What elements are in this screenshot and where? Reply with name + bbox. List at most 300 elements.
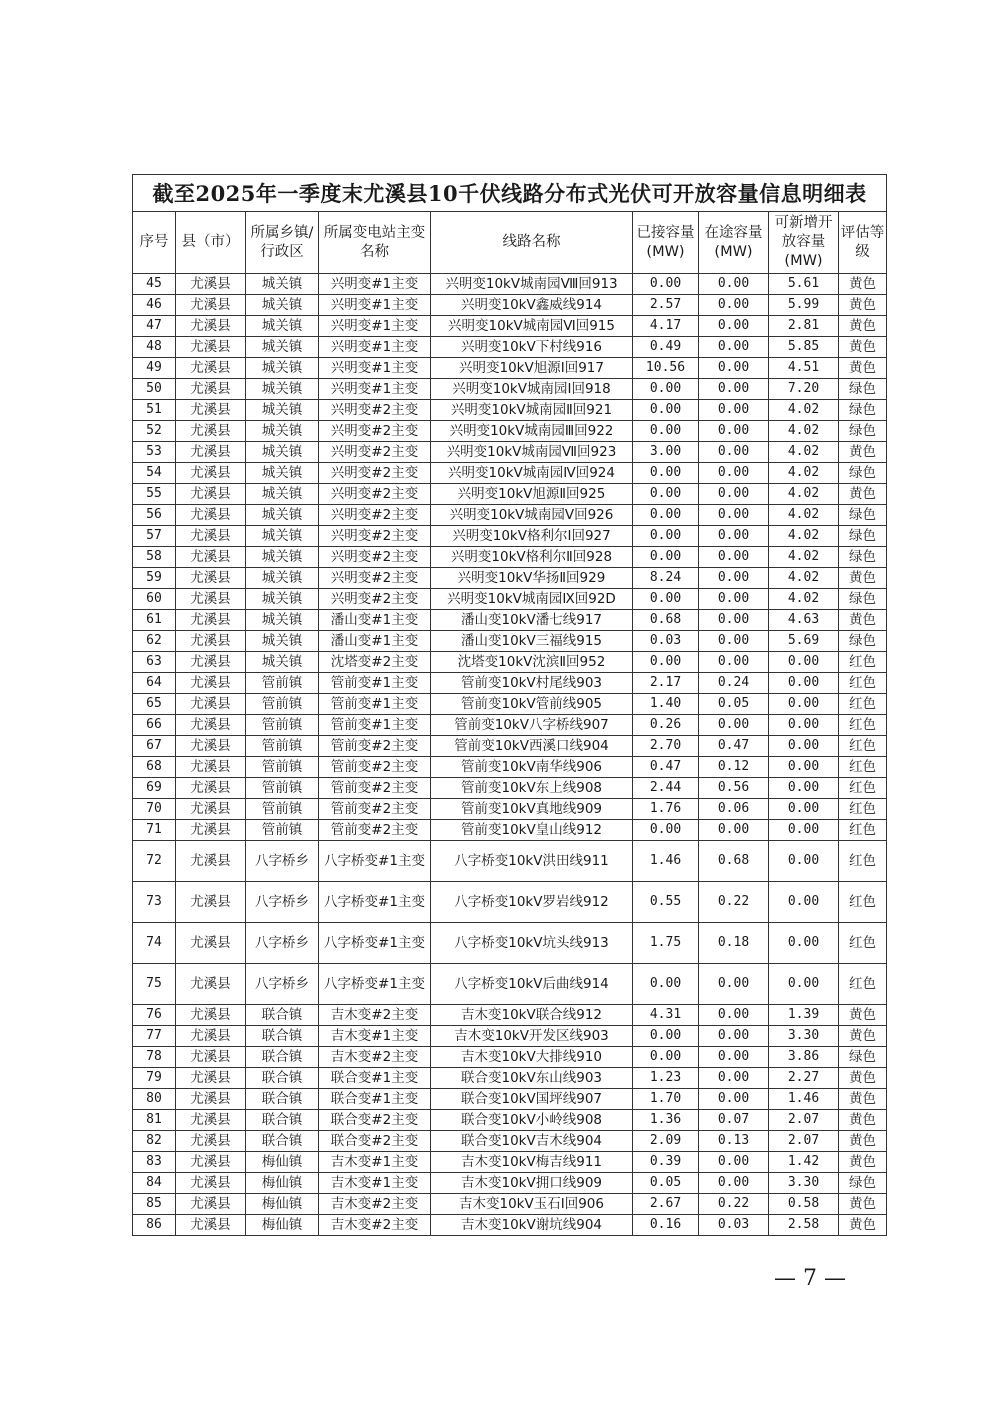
cell-index: 72 xyxy=(133,841,176,882)
table-row xyxy=(133,1131,887,1152)
cell-line-name: 管前变10kV皇山线912 xyxy=(431,820,633,841)
cell-rating: 红色 xyxy=(839,736,887,757)
table-row xyxy=(133,400,887,421)
cell-rating: 绿色 xyxy=(839,547,887,568)
table-row xyxy=(133,484,887,505)
cell-open-capacity: 0.00 xyxy=(769,757,839,778)
cell-line-name: 八字桥变10kV后曲线914 xyxy=(431,964,633,1005)
cell-rating: 红色 xyxy=(839,778,887,799)
cell-index: 84 xyxy=(133,1173,176,1194)
cell-transformer: 管前变#2主变 xyxy=(319,736,431,757)
cell-county: 尤溪县 xyxy=(176,484,246,505)
cell-open-capacity: 0.00 xyxy=(769,841,839,882)
cell-open-capacity: 0.00 xyxy=(769,923,839,964)
cell-connected-capacity: 0.55 xyxy=(633,882,699,923)
table-title: 截至2025年一季度末尤溪县10千伏线路分布式光伏可开放容量信息明细表 xyxy=(133,175,887,212)
cell-transformer: 联合变#2主变 xyxy=(319,1110,431,1131)
cell-township: 八字桥乡 xyxy=(246,923,319,964)
cell-rating: 黄色 xyxy=(839,1026,887,1047)
cell-transformer: 兴明变#2主变 xyxy=(319,484,431,505)
cell-line-name: 潘山变10kV潘七线917 xyxy=(431,610,633,631)
cell-index: 58 xyxy=(133,547,176,568)
cell-transformer: 管前变#1主变 xyxy=(319,715,431,736)
cell-pending-capacity: 0.00 xyxy=(699,1005,769,1026)
cell-open-capacity: 0.00 xyxy=(769,799,839,820)
table-row xyxy=(133,379,887,400)
cell-transformer: 联合变#2主变 xyxy=(319,1131,431,1152)
cell-connected-capacity: 0.47 xyxy=(633,757,699,778)
cell-rating: 黄色 xyxy=(839,610,887,631)
cell-rating: 绿色 xyxy=(839,1047,887,1068)
cell-transformer: 潘山变#1主变 xyxy=(319,631,431,652)
cell-open-capacity: 4.63 xyxy=(769,610,839,631)
cell-county: 尤溪县 xyxy=(176,526,246,547)
cell-township: 八字桥乡 xyxy=(246,964,319,1005)
cell-index: 83 xyxy=(133,1152,176,1173)
cell-rating: 绿色 xyxy=(839,421,887,442)
cell-index: 69 xyxy=(133,778,176,799)
cell-transformer: 联合变#1主变 xyxy=(319,1068,431,1089)
table-row xyxy=(133,1173,887,1194)
cell-transformer: 兴明变#1主变 xyxy=(319,316,431,337)
cell-pending-capacity: 0.00 xyxy=(699,505,769,526)
cell-index: 51 xyxy=(133,400,176,421)
cell-pending-capacity: 0.00 xyxy=(699,484,769,505)
cell-rating: 绿色 xyxy=(839,589,887,610)
cell-county: 尤溪县 xyxy=(176,1026,246,1047)
cell-open-capacity: 5.69 xyxy=(769,631,839,652)
cell-line-name: 管前变10kV南华线906 xyxy=(431,757,633,778)
cell-index: 74 xyxy=(133,923,176,964)
cell-rating: 红色 xyxy=(839,923,887,964)
cell-index: 46 xyxy=(133,295,176,316)
cell-rating: 绿色 xyxy=(839,1173,887,1194)
cell-index: 75 xyxy=(133,964,176,1005)
cell-rating: 红色 xyxy=(839,882,887,923)
cell-pending-capacity: 0.00 xyxy=(699,379,769,400)
table-row xyxy=(133,1110,887,1131)
cell-line-name: 兴明变10kV城南园Ⅸ回92D xyxy=(431,589,633,610)
cell-county: 尤溪县 xyxy=(176,568,246,589)
cell-county: 尤溪县 xyxy=(176,964,246,1005)
table-row xyxy=(133,316,887,337)
cell-open-capacity: 3.86 xyxy=(769,1047,839,1068)
cell-transformer: 兴明变#1主变 xyxy=(319,274,431,295)
cell-open-capacity: 4.02 xyxy=(769,547,839,568)
cell-county: 尤溪县 xyxy=(176,799,246,820)
cell-line-name: 兴明变10kV旭源Ⅱ回925 xyxy=(431,484,633,505)
cell-open-capacity: 4.02 xyxy=(769,463,839,484)
cell-open-capacity: 4.02 xyxy=(769,589,839,610)
cell-pending-capacity: 0.00 xyxy=(699,589,769,610)
table-row xyxy=(133,1047,887,1068)
table-row xyxy=(133,820,887,841)
cell-pending-capacity: 0.22 xyxy=(699,1194,769,1215)
cell-transformer: 八字桥变#1主变 xyxy=(319,923,431,964)
cell-county: 尤溪县 xyxy=(176,274,246,295)
cell-index: 63 xyxy=(133,652,176,673)
cell-connected-capacity: 2.57 xyxy=(633,295,699,316)
cell-index: 70 xyxy=(133,799,176,820)
header-cell: 在途容量(MW) xyxy=(699,212,769,274)
cell-pending-capacity: 0.00 xyxy=(699,1173,769,1194)
table-row xyxy=(133,295,887,316)
table-row xyxy=(133,694,887,715)
cell-county: 尤溪县 xyxy=(176,1173,246,1194)
cell-open-capacity: 0.00 xyxy=(769,882,839,923)
table-row xyxy=(133,778,887,799)
cell-transformer: 八字桥变#1主变 xyxy=(319,841,431,882)
cell-rating: 绿色 xyxy=(839,463,887,484)
cell-line-name: 吉木变10kV谢坑线904 xyxy=(431,1215,633,1236)
cell-line-name: 兴明变10kV城南园Ⅳ回924 xyxy=(431,463,633,484)
cell-connected-capacity: 10.56 xyxy=(633,358,699,379)
cell-transformer: 沈塔变#2主变 xyxy=(319,652,431,673)
cell-line-name: 八字桥变10kV坑头线913 xyxy=(431,923,633,964)
cell-township: 城关镇 xyxy=(246,484,319,505)
header-cell: 已接容量(MW) xyxy=(633,212,699,274)
cell-township: 联合镇 xyxy=(246,1110,319,1131)
cell-transformer: 兴明变#2主变 xyxy=(319,442,431,463)
table-row xyxy=(133,442,887,463)
cell-county: 尤溪县 xyxy=(176,1005,246,1026)
cell-pending-capacity: 0.47 xyxy=(699,736,769,757)
cell-index: 77 xyxy=(133,1026,176,1047)
cell-county: 尤溪县 xyxy=(176,1110,246,1131)
cell-pending-capacity: 0.05 xyxy=(699,694,769,715)
cell-county: 尤溪县 xyxy=(176,652,246,673)
cell-township: 城关镇 xyxy=(246,589,319,610)
table-row xyxy=(133,631,887,652)
cell-rating: 黄色 xyxy=(839,1110,887,1131)
cell-open-capacity: 0.00 xyxy=(769,652,839,673)
cell-open-capacity: 4.02 xyxy=(769,484,839,505)
cell-index: 76 xyxy=(133,1005,176,1026)
cell-index: 60 xyxy=(133,589,176,610)
cell-pending-capacity: 0.22 xyxy=(699,882,769,923)
cell-open-capacity: 4.02 xyxy=(769,442,839,463)
cell-connected-capacity: 0.16 xyxy=(633,1215,699,1236)
cell-county: 尤溪县 xyxy=(176,715,246,736)
cell-open-capacity: 3.30 xyxy=(769,1173,839,1194)
cell-township: 管前镇 xyxy=(246,778,319,799)
table-row xyxy=(133,964,887,1005)
cell-township: 城关镇 xyxy=(246,316,319,337)
cell-open-capacity: 4.02 xyxy=(769,400,839,421)
cell-pending-capacity: 0.00 xyxy=(699,964,769,1005)
cell-pending-capacity: 0.00 xyxy=(699,442,769,463)
cell-pending-capacity: 0.00 xyxy=(699,610,769,631)
cell-connected-capacity: 4.17 xyxy=(633,316,699,337)
cell-connected-capacity: 1.70 xyxy=(633,1089,699,1110)
cell-connected-capacity: 1.40 xyxy=(633,694,699,715)
cell-township: 城关镇 xyxy=(246,526,319,547)
cell-line-name: 八字桥变10kV罗岩线912 xyxy=(431,882,633,923)
cell-rating: 黄色 xyxy=(839,1089,887,1110)
cell-line-name: 吉木变10kV玉石Ⅰ回906 xyxy=(431,1194,633,1215)
header-cell: 县（市） xyxy=(176,212,246,274)
cell-rating: 黄色 xyxy=(839,337,887,358)
cell-township: 城关镇 xyxy=(246,358,319,379)
cell-index: 49 xyxy=(133,358,176,379)
cell-open-capacity: 0.00 xyxy=(769,778,839,799)
cell-transformer: 兴明变#2主变 xyxy=(319,505,431,526)
cell-transformer: 兴明变#2主变 xyxy=(319,421,431,442)
cell-open-capacity: 4.02 xyxy=(769,526,839,547)
cell-index: 68 xyxy=(133,757,176,778)
cell-rating: 黄色 xyxy=(839,1152,887,1173)
cell-transformer: 兴明变#2主变 xyxy=(319,526,431,547)
cell-county: 尤溪县 xyxy=(176,463,246,484)
cell-open-capacity: 0.58 xyxy=(769,1194,839,1215)
cell-township: 梅仙镇 xyxy=(246,1173,319,1194)
cell-index: 64 xyxy=(133,673,176,694)
cell-connected-capacity: 2.44 xyxy=(633,778,699,799)
header-row xyxy=(133,212,887,274)
cell-open-capacity: 0.00 xyxy=(769,694,839,715)
table-row xyxy=(133,882,887,923)
table-row xyxy=(133,547,887,568)
cell-township: 联合镇 xyxy=(246,1089,319,1110)
cell-open-capacity: 2.07 xyxy=(769,1110,839,1131)
cell-county: 尤溪县 xyxy=(176,589,246,610)
cell-open-capacity: 0.00 xyxy=(769,820,839,841)
cell-line-name: 兴明变10kV鑫威线914 xyxy=(431,295,633,316)
cell-line-name: 兴明变10kV城南园Ⅶ回923 xyxy=(431,442,633,463)
cell-pending-capacity: 0.00 xyxy=(699,652,769,673)
cell-line-name: 吉木变10kV拥口线909 xyxy=(431,1173,633,1194)
cell-rating: 黄色 xyxy=(839,568,887,589)
cell-rating: 绿色 xyxy=(839,379,887,400)
cell-county: 尤溪县 xyxy=(176,547,246,568)
cell-connected-capacity: 0.00 xyxy=(633,1047,699,1068)
cell-transformer: 八字桥变#1主变 xyxy=(319,882,431,923)
cell-connected-capacity: 0.00 xyxy=(633,463,699,484)
cell-index: 79 xyxy=(133,1068,176,1089)
cell-open-capacity: 4.02 xyxy=(769,568,839,589)
cell-open-capacity: 5.85 xyxy=(769,337,839,358)
cell-connected-capacity: 4.31 xyxy=(633,1005,699,1026)
cell-line-name: 兴明变10kV城南园Ⅷ回913 xyxy=(431,274,633,295)
cell-rating: 红色 xyxy=(839,757,887,778)
cell-county: 尤溪县 xyxy=(176,505,246,526)
cell-township: 城关镇 xyxy=(246,505,319,526)
table-row xyxy=(133,610,887,631)
cell-pending-capacity: 0.00 xyxy=(699,400,769,421)
cell-pending-capacity: 0.00 xyxy=(699,295,769,316)
cell-pending-capacity: 0.13 xyxy=(699,1131,769,1152)
cell-index: 66 xyxy=(133,715,176,736)
cell-open-capacity: 4.51 xyxy=(769,358,839,379)
cell-line-name: 潘山变10kV三福线915 xyxy=(431,631,633,652)
cell-pending-capacity: 0.00 xyxy=(699,358,769,379)
cell-connected-capacity: 0.68 xyxy=(633,610,699,631)
cell-line-name: 兴明变10kV城南园Ⅴ回926 xyxy=(431,505,633,526)
cell-township: 城关镇 xyxy=(246,547,319,568)
cell-rating: 红色 xyxy=(839,673,887,694)
cell-transformer: 兴明变#2主变 xyxy=(319,400,431,421)
cell-pending-capacity: 0.18 xyxy=(699,923,769,964)
cell-rating: 黄色 xyxy=(839,1215,887,1236)
cell-transformer: 兴明变#1主变 xyxy=(319,295,431,316)
cell-rating: 黄色 xyxy=(839,1005,887,1026)
cell-township: 梅仙镇 xyxy=(246,1215,319,1236)
cell-transformer: 兴明变#1主变 xyxy=(319,337,431,358)
cell-township: 联合镇 xyxy=(246,1068,319,1089)
cell-township: 城关镇 xyxy=(246,337,319,358)
cell-index: 56 xyxy=(133,505,176,526)
cell-transformer: 管前变#1主变 xyxy=(319,694,431,715)
cell-connected-capacity: 0.00 xyxy=(633,379,699,400)
table-row xyxy=(133,923,887,964)
cell-rating: 绿色 xyxy=(839,526,887,547)
cell-rating: 红色 xyxy=(839,841,887,882)
cell-county: 尤溪县 xyxy=(176,421,246,442)
cell-rating: 黄色 xyxy=(839,442,887,463)
cell-line-name: 沈塔变10kV沈滨Ⅱ回952 xyxy=(431,652,633,673)
cell-pending-capacity: 0.68 xyxy=(699,841,769,882)
cell-township: 城关镇 xyxy=(246,568,319,589)
cell-county: 尤溪县 xyxy=(176,400,246,421)
cell-county: 尤溪县 xyxy=(176,1194,246,1215)
cell-township: 梅仙镇 xyxy=(246,1152,319,1173)
cell-transformer: 吉木变#2主变 xyxy=(319,1047,431,1068)
cell-open-capacity: 2.07 xyxy=(769,1131,839,1152)
cell-connected-capacity: 1.75 xyxy=(633,923,699,964)
cell-county: 尤溪县 xyxy=(176,442,246,463)
cell-line-name: 兴明变10kV城南园Ⅱ回921 xyxy=(431,400,633,421)
cell-township: 城关镇 xyxy=(246,463,319,484)
cell-township: 八字桥乡 xyxy=(246,841,319,882)
cell-index: 61 xyxy=(133,610,176,631)
cell-county: 尤溪县 xyxy=(176,1089,246,1110)
cell-rating: 黄色 xyxy=(839,1068,887,1089)
cell-index: 52 xyxy=(133,421,176,442)
cell-township: 八字桥乡 xyxy=(246,882,319,923)
cell-county: 尤溪县 xyxy=(176,631,246,652)
cell-township: 管前镇 xyxy=(246,673,319,694)
cell-pending-capacity: 0.00 xyxy=(699,1089,769,1110)
table-row xyxy=(133,505,887,526)
cell-open-capacity: 2.27 xyxy=(769,1068,839,1089)
table-row xyxy=(133,1152,887,1173)
cell-township: 城关镇 xyxy=(246,652,319,673)
cell-line-name: 兴明变10kV下村线916 xyxy=(431,337,633,358)
cell-pending-capacity: 0.00 xyxy=(699,631,769,652)
cell-county: 尤溪县 xyxy=(176,841,246,882)
cell-connected-capacity: 2.17 xyxy=(633,673,699,694)
table-row xyxy=(133,358,887,379)
cell-township: 管前镇 xyxy=(246,694,319,715)
cell-transformer: 兴明变#2主变 xyxy=(319,547,431,568)
cell-line-name: 兴明变10kV城南园Ⅲ回922 xyxy=(431,421,633,442)
cell-pending-capacity: 0.00 xyxy=(699,316,769,337)
cell-line-name: 联合变10kV小岭线908 xyxy=(431,1110,633,1131)
table-row xyxy=(133,1089,887,1110)
cell-index: 65 xyxy=(133,694,176,715)
cell-county: 尤溪县 xyxy=(176,673,246,694)
cell-transformer: 吉木变#1主变 xyxy=(319,1152,431,1173)
cell-transformer: 管前变#2主变 xyxy=(319,799,431,820)
cell-index: 59 xyxy=(133,568,176,589)
cell-township: 联合镇 xyxy=(246,1047,319,1068)
cell-line-name: 管前变10kV八字桥线907 xyxy=(431,715,633,736)
table-body xyxy=(133,274,887,1236)
table-row xyxy=(133,421,887,442)
table-row xyxy=(133,589,887,610)
cell-rating: 黄色 xyxy=(839,358,887,379)
cell-index: 73 xyxy=(133,882,176,923)
table-row xyxy=(133,1194,887,1215)
cell-township: 管前镇 xyxy=(246,820,319,841)
table-row xyxy=(133,715,887,736)
cell-connected-capacity: 0.00 xyxy=(633,526,699,547)
cell-pending-capacity: 0.00 xyxy=(699,1026,769,1047)
table-row xyxy=(133,1005,887,1026)
cell-connected-capacity: 0.00 xyxy=(633,820,699,841)
cell-county: 尤溪县 xyxy=(176,1068,246,1089)
cell-transformer: 管前变#2主变 xyxy=(319,757,431,778)
cell-line-name: 八字桥变10kV洪田线911 xyxy=(431,841,633,882)
cell-index: 45 xyxy=(133,274,176,295)
cell-line-name: 管前变10kV东上线908 xyxy=(431,778,633,799)
cell-connected-capacity: 0.00 xyxy=(633,547,699,568)
cell-index: 47 xyxy=(133,316,176,337)
cell-county: 尤溪县 xyxy=(176,295,246,316)
cell-line-name: 管前变10kV西溪口线904 xyxy=(431,736,633,757)
cell-line-name: 管前变10kV真地线909 xyxy=(431,799,633,820)
cell-township: 城关镇 xyxy=(246,421,319,442)
table-row xyxy=(133,463,887,484)
cell-connected-capacity: 3.00 xyxy=(633,442,699,463)
cell-township: 梅仙镇 xyxy=(246,1194,319,1215)
cell-connected-capacity: 0.00 xyxy=(633,505,699,526)
cell-transformer: 兴明变#2主变 xyxy=(319,463,431,484)
cell-open-capacity: 4.02 xyxy=(769,505,839,526)
cell-index: 48 xyxy=(133,337,176,358)
page-number: — 7 — xyxy=(774,1266,846,1291)
cell-index: 86 xyxy=(133,1215,176,1236)
cell-rating: 黄色 xyxy=(839,316,887,337)
cell-county: 尤溪县 xyxy=(176,1131,246,1152)
cell-line-name: 吉木变10kV联合线912 xyxy=(431,1005,633,1026)
cell-county: 尤溪县 xyxy=(176,379,246,400)
cell-rating: 黄色 xyxy=(839,295,887,316)
cell-county: 尤溪县 xyxy=(176,316,246,337)
table-row xyxy=(133,1215,887,1236)
header-cell: 线路名称 xyxy=(431,212,633,274)
cell-transformer: 吉木变#2主变 xyxy=(319,1005,431,1026)
cell-open-capacity: 5.99 xyxy=(769,295,839,316)
cell-index: 53 xyxy=(133,442,176,463)
cell-county: 尤溪县 xyxy=(176,1215,246,1236)
cell-line-name: 联合变10kV国坪线907 xyxy=(431,1089,633,1110)
cell-transformer: 八字桥变#1主变 xyxy=(319,964,431,1005)
cell-rating: 绿色 xyxy=(839,505,887,526)
cell-connected-capacity: 0.00 xyxy=(633,400,699,421)
cell-index: 62 xyxy=(133,631,176,652)
cell-connected-capacity: 0.00 xyxy=(633,1026,699,1047)
cell-county: 尤溪县 xyxy=(176,694,246,715)
cell-open-capacity: 2.81 xyxy=(769,316,839,337)
cell-connected-capacity: 2.09 xyxy=(633,1131,699,1152)
cell-township: 城关镇 xyxy=(246,442,319,463)
cell-connected-capacity: 8.24 xyxy=(633,568,699,589)
header-cell: 所属乡镇/行政区 xyxy=(246,212,319,274)
cell-rating: 红色 xyxy=(839,694,887,715)
table-row xyxy=(133,526,887,547)
cell-rating: 红色 xyxy=(839,652,887,673)
